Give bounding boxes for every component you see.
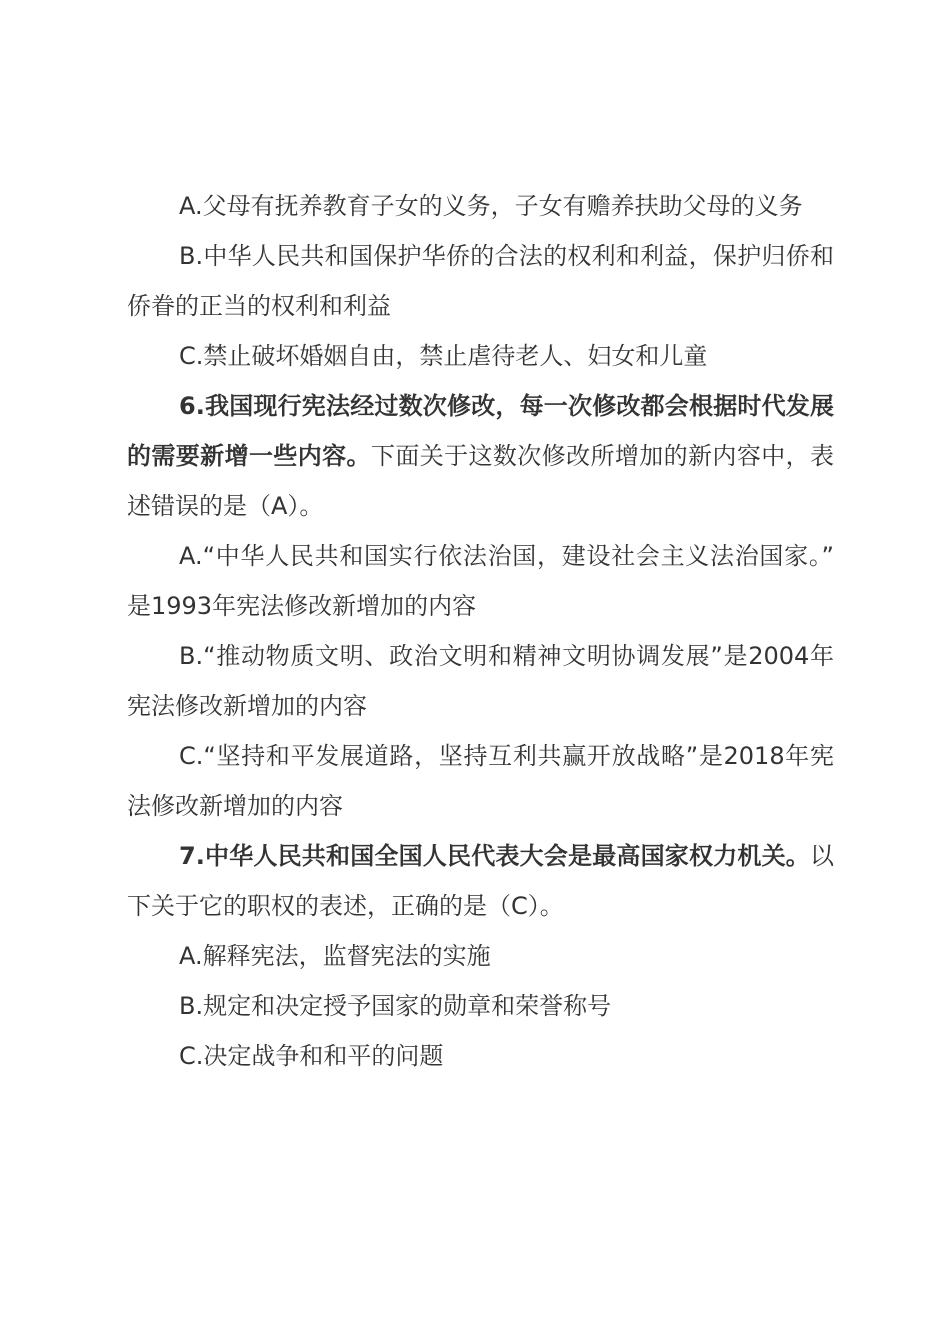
q7-option-a: A.解释宪法，监督宪法的实施 bbox=[179, 942, 491, 970]
q7-option-b: B.规定和决定授予国家的勋章和荣誉称号 bbox=[179, 992, 612, 1020]
q6-stem-rest: 下面关于这数次修改所增加的新内容中，表述错误的是（A）。 bbox=[127, 442, 835, 520]
q7-stem-bold: 7.中华人民共和国全国人民代表大会是最高国家权力机关。 bbox=[179, 842, 810, 870]
q5-option-c: C.禁止破坏婚姻自由，禁止虐待老人、妇女和儿童 bbox=[179, 342, 708, 370]
q7-question bbox=[127, 831, 834, 931]
q6-question bbox=[127, 381, 834, 531]
q6-option-a: A.“中华人民共和国实行依法治国，建设社会主义法治国家。”是1993年宪法修改新增加的内容 bbox=[127, 542, 834, 620]
document-body bbox=[127, 181, 834, 1081]
q5-option-b: B.中华人民共和国保护华侨的合法的权利和利益，保护归侨和侨眷的正当的权利和利益 bbox=[127, 242, 834, 320]
q7-stem-rest: 以下关于它的职权的表述，正确的是（C）。 bbox=[127, 842, 834, 920]
q5-option-a: A.父母有抚养教育子女的义务，子女有赡养扶助父母的义务 bbox=[179, 192, 803, 220]
q6-option-b: B.“推动物质文明、政治文明和精神文明协调发展”是2004年宪法修改新增加的内容 bbox=[127, 642, 834, 720]
q6-stem-bold: 6.我国现行宪法经过数次修改，每一次修改都会根据时代发展的需要新增一些内容。 bbox=[127, 392, 834, 470]
q7-option-c: C.决定战争和和平的问题 bbox=[179, 1042, 444, 1070]
q6-option-c: C.“坚持和平发展道路，坚持互利共赢开放战略”是2018年宪法修改新增加的内容 bbox=[127, 742, 834, 820]
